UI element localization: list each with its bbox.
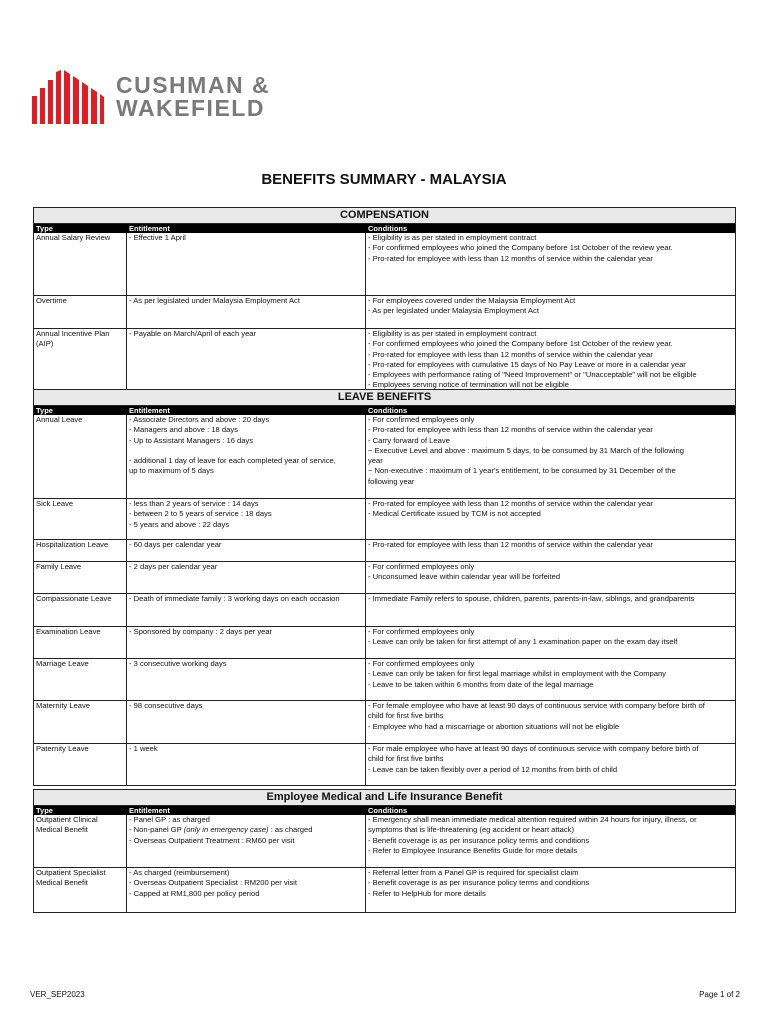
entitlement-line: - 5 years and above : 22 days	[129, 519, 230, 529]
table-row	[34, 498, 735, 539]
logo-mark-icon	[32, 70, 104, 124]
entitlement-line: - Death of immediate family : 3 working days on each occasion	[129, 594, 340, 603]
entitlement-line: - Associate Directors and above : 20 days	[129, 415, 270, 424]
row-conditions	[366, 233, 735, 295]
condition-line: - For confirmed employees who joined the Company before 1st October of the review year.	[368, 243, 673, 253]
row-type: Paternity Leave	[34, 744, 127, 785]
row-type: Family Leave	[34, 562, 127, 593]
condition-line: - For female employee who have at least 90 days of continuous service with company before birth of	[368, 701, 705, 710]
condition-line: - For confirmed employees who joined the Company before 1st October of the review year.	[368, 339, 673, 349]
entitlement-line: - Effective 1 April	[129, 233, 186, 242]
document-title: BENEFITS SUMMARY - MALAYSIA	[261, 171, 507, 188]
row-type: Examination Leave	[34, 627, 127, 658]
row-type: Overtime	[34, 296, 127, 328]
condition-line: - For confirmed employees only	[368, 659, 475, 668]
condition-line: - Employees serving notice of termination will not be eligible	[368, 380, 569, 390]
table-row	[34, 867, 735, 912]
condition-line: - Pro-rated for employees with cumulative 15 days of No Pay Leave or more in a calendar year	[368, 359, 686, 369]
condition-line: - For male employee who have at least 90 days of continuous service with company before birth of	[368, 744, 699, 753]
column-header-entitlement: Entitlement	[129, 406, 170, 415]
column-header-conditions: Conditions	[368, 224, 408, 233]
entitlement-line: - 98 consecutive days	[129, 701, 203, 710]
table-row	[34, 593, 735, 626]
condition-line: - Pro-rated for employee with less than 12 months of service within the calendar year	[368, 425, 653, 435]
entitlement-emphasis: (only in emergency case)	[183, 825, 269, 835]
column-header-entitlement: Entitlement	[129, 806, 170, 815]
section-heading: LEAVE BENEFITS	[34, 390, 735, 406]
entitlement-line: - 3 consecutive working days	[129, 659, 227, 668]
condition-line: - Pro-rated for employee with less than 12 months of service within the calendar year	[368, 540, 653, 549]
condition-line: - Medical Certificate issued by TCM is not accepted	[368, 509, 541, 519]
entitlement-line: - less than 2 years of service : 14 days	[129, 499, 259, 508]
entitlement-line: - Sponsored by company : 2 days per year	[129, 627, 273, 636]
column-header-conditions: Conditions	[368, 406, 408, 415]
table-row	[34, 815, 735, 867]
row-conditions	[366, 594, 735, 626]
condition-line: year	[368, 456, 383, 466]
condition-line: - Referral letter from a Panel GP is required for specialist claim	[368, 868, 579, 877]
row-type: Sick Leave	[34, 499, 127, 539]
condition-line: - Eligibility is as per stated in employment contract	[368, 233, 537, 242]
condition-line: - Pro-rated for employee with less than 12 months of service within the calendar year	[368, 349, 653, 359]
section-medical-insurance	[33, 789, 736, 913]
row-type: Outpatient Specialist Medical Benefit	[34, 868, 127, 912]
row-conditions	[366, 540, 735, 561]
condition-line: - For confirmed employees only	[368, 415, 475, 424]
table-row	[34, 626, 735, 658]
condition-line: - Carry forward of Leave	[368, 435, 450, 445]
entitlement-line: - 1 week	[129, 744, 158, 753]
condition-line: - Emergency shall mean immediate medical attention required within 24 hours for injury, illness, or	[368, 815, 697, 824]
table-row	[34, 295, 735, 328]
logo-line-1: CUSHMAN &	[116, 72, 271, 98]
row-type: Marriage Leave	[34, 659, 127, 700]
table-row	[34, 233, 735, 295]
row-type: Annual Incentive Plan (AIP)	[34, 329, 127, 402]
entitlement-line: - Managers and above : 18 days	[129, 425, 238, 435]
condition-line: child for first five births	[368, 711, 444, 721]
row-entitlement	[127, 499, 366, 539]
row-type: Hospitalization Leave	[34, 540, 127, 561]
table-row	[34, 743, 735, 785]
row-conditions	[366, 627, 735, 658]
condition-line: - Leave can only be taken for first attempt of any 1 examination paper on the exam day itself	[368, 637, 678, 647]
condition-line: - Employee who had a miscarriage or abortion situations will not be eligible	[368, 721, 620, 731]
row-entitlement	[127, 415, 366, 498]
condition-line: - As per legislated under Malaysia Employment Act	[368, 306, 539, 316]
row-entitlement	[127, 627, 366, 658]
condition-line: ~ Executive Level and above : maximum 5 days, to be consumed by 31 March of the following	[368, 445, 684, 455]
section-leave-benefits	[33, 389, 736, 786]
entitlement-line: - 60 days per calendar year	[129, 540, 222, 549]
row-entitlement	[127, 744, 366, 785]
condition-line: - Pro-rated for employee with less than 12 months of service within the calendar year	[368, 253, 653, 263]
row-entitlement	[127, 701, 366, 743]
entitlement-line: - additional 1 day of leave for each completed year of service,	[129, 456, 336, 466]
entitlement-line	[129, 446, 363, 456]
column-header-row	[34, 806, 735, 815]
row-entitlement	[127, 815, 366, 867]
row-type: Outpatient Clinical Medical Benefit	[34, 815, 127, 867]
condition-line: - Refer to Employee Insurance Benefits Guide for more details	[368, 845, 578, 855]
condition-line: - For employees covered under the Malaysia Employment Act	[368, 296, 576, 305]
entitlement-line: - Payable on March/April of each year	[129, 329, 257, 338]
row-entitlement	[127, 659, 366, 700]
row-conditions	[366, 562, 735, 593]
row-conditions	[366, 659, 735, 700]
entitlement-line: - Overseas Outpatient Treatment : RM60 per visit	[129, 835, 295, 845]
condition-line: symptoms that is life-threatening (eg accident or heart attack)	[368, 825, 574, 835]
condition-line: - Refer to HelpHub for more details	[368, 888, 486, 898]
entitlement-line: - As charged (reimbursement)	[129, 868, 230, 877]
entitlement-line: - Overseas Outpatient Specialist : RM200 per visit	[129, 878, 297, 888]
column-header-entitlement: Entitlement	[129, 224, 170, 233]
column-header-conditions: Conditions	[368, 806, 408, 815]
condition-line: following year	[368, 476, 415, 486]
row-type: Annual Leave	[34, 415, 127, 498]
section-rows	[34, 233, 735, 402]
row-entitlement	[127, 233, 366, 295]
entitlement-line: - Panel GP : as charged	[129, 815, 210, 824]
row-type: Compassionate Leave	[34, 594, 127, 626]
column-header-row	[34, 224, 735, 233]
row-type: Maternity Leave	[34, 701, 127, 743]
condition-line: - Eligibility is as per stated in employment contract	[368, 329, 537, 338]
entitlement-line: - Up to Assistant Managers : 16 days	[129, 435, 254, 445]
row-entitlement	[127, 540, 366, 561]
condition-line: - Benefit coverage is as per insurance policy terms and conditions	[368, 878, 590, 888]
company-logo	[32, 70, 270, 124]
row-entitlement	[127, 562, 366, 593]
row-type: Annual Salary Review	[34, 233, 127, 295]
section-heading: COMPENSATION	[34, 208, 735, 224]
logo-line-2: WAKEFIELD	[116, 95, 265, 121]
row-entitlement	[127, 868, 366, 912]
row-conditions	[366, 815, 735, 867]
entitlement-line: - Non-panel GP (only in emergency case) : as charged	[129, 825, 313, 835]
condition-line: - Unconsumed leave within calendar year will be forfeited	[368, 572, 561, 582]
section-rows	[34, 415, 735, 785]
condition-line: ~ Non-executive : maximum of 1 year's entitlement, to be consumed by 31 December of the	[368, 466, 676, 476]
table-row	[34, 415, 735, 498]
column-header-type: Type	[36, 406, 53, 415]
table-row	[34, 561, 735, 593]
section-heading: Employee Medical and Life Insurance Benefit	[34, 790, 735, 806]
condition-line: - Employees with performance rating of "Need Improvement" or "Unacceptable" will not be eligible	[368, 370, 697, 380]
condition-line: child for first five births	[368, 754, 444, 764]
condition-line: - Immediate Family refers to spouse, children, parents, parents-in-law, siblings, and grandparents	[368, 594, 695, 603]
condition-line: - Leave can be taken flexibly over a period of 12 months from birth of child	[368, 764, 618, 774]
entitlement-line: - Capped at RM1,800 per policy period	[129, 888, 260, 898]
column-header-type: Type	[36, 806, 53, 815]
footer-version: VER_SEP2023	[30, 990, 85, 999]
row-conditions	[366, 296, 735, 328]
row-conditions	[366, 415, 735, 498]
entitlement-line: - 2 days per calendar year	[129, 562, 218, 571]
row-conditions	[366, 868, 735, 912]
table-row	[34, 539, 735, 561]
row-conditions	[366, 499, 735, 539]
section-rows	[34, 815, 735, 912]
table-row	[34, 658, 735, 700]
entitlement-line: - As per legislated under Malaysia Employment Act	[129, 296, 300, 305]
condition-line: - Leave can only be taken for first legal marriage whilst in employment with the Company	[368, 669, 666, 679]
footer-page-number: Page 1 of 2	[699, 990, 740, 999]
column-header-type: Type	[36, 224, 53, 233]
row-conditions	[366, 701, 735, 743]
condition-line: - Leave to be taken within 6 months from date of the legal marriage	[368, 679, 594, 689]
row-entitlement	[127, 594, 366, 626]
row-conditions	[366, 744, 735, 785]
entitlement-line: up to maximum of 5 days	[129, 466, 214, 476]
condition-line: - For confirmed employees only	[368, 562, 475, 571]
logo-wordmark	[116, 74, 270, 120]
condition-line: - Pro-rated for employee with less than 12 months of service within the calendar year	[368, 499, 653, 508]
condition-line: - For confirmed employees only	[368, 627, 475, 636]
section-compensation	[33, 207, 736, 403]
condition-line: - Benefit coverage is as per insurance policy terms and conditions	[368, 835, 590, 845]
column-header-row	[34, 406, 735, 415]
row-entitlement	[127, 296, 366, 328]
table-row	[34, 700, 735, 743]
entitlement-line: - between 2 to 5 years of service : 18 days	[129, 509, 272, 519]
